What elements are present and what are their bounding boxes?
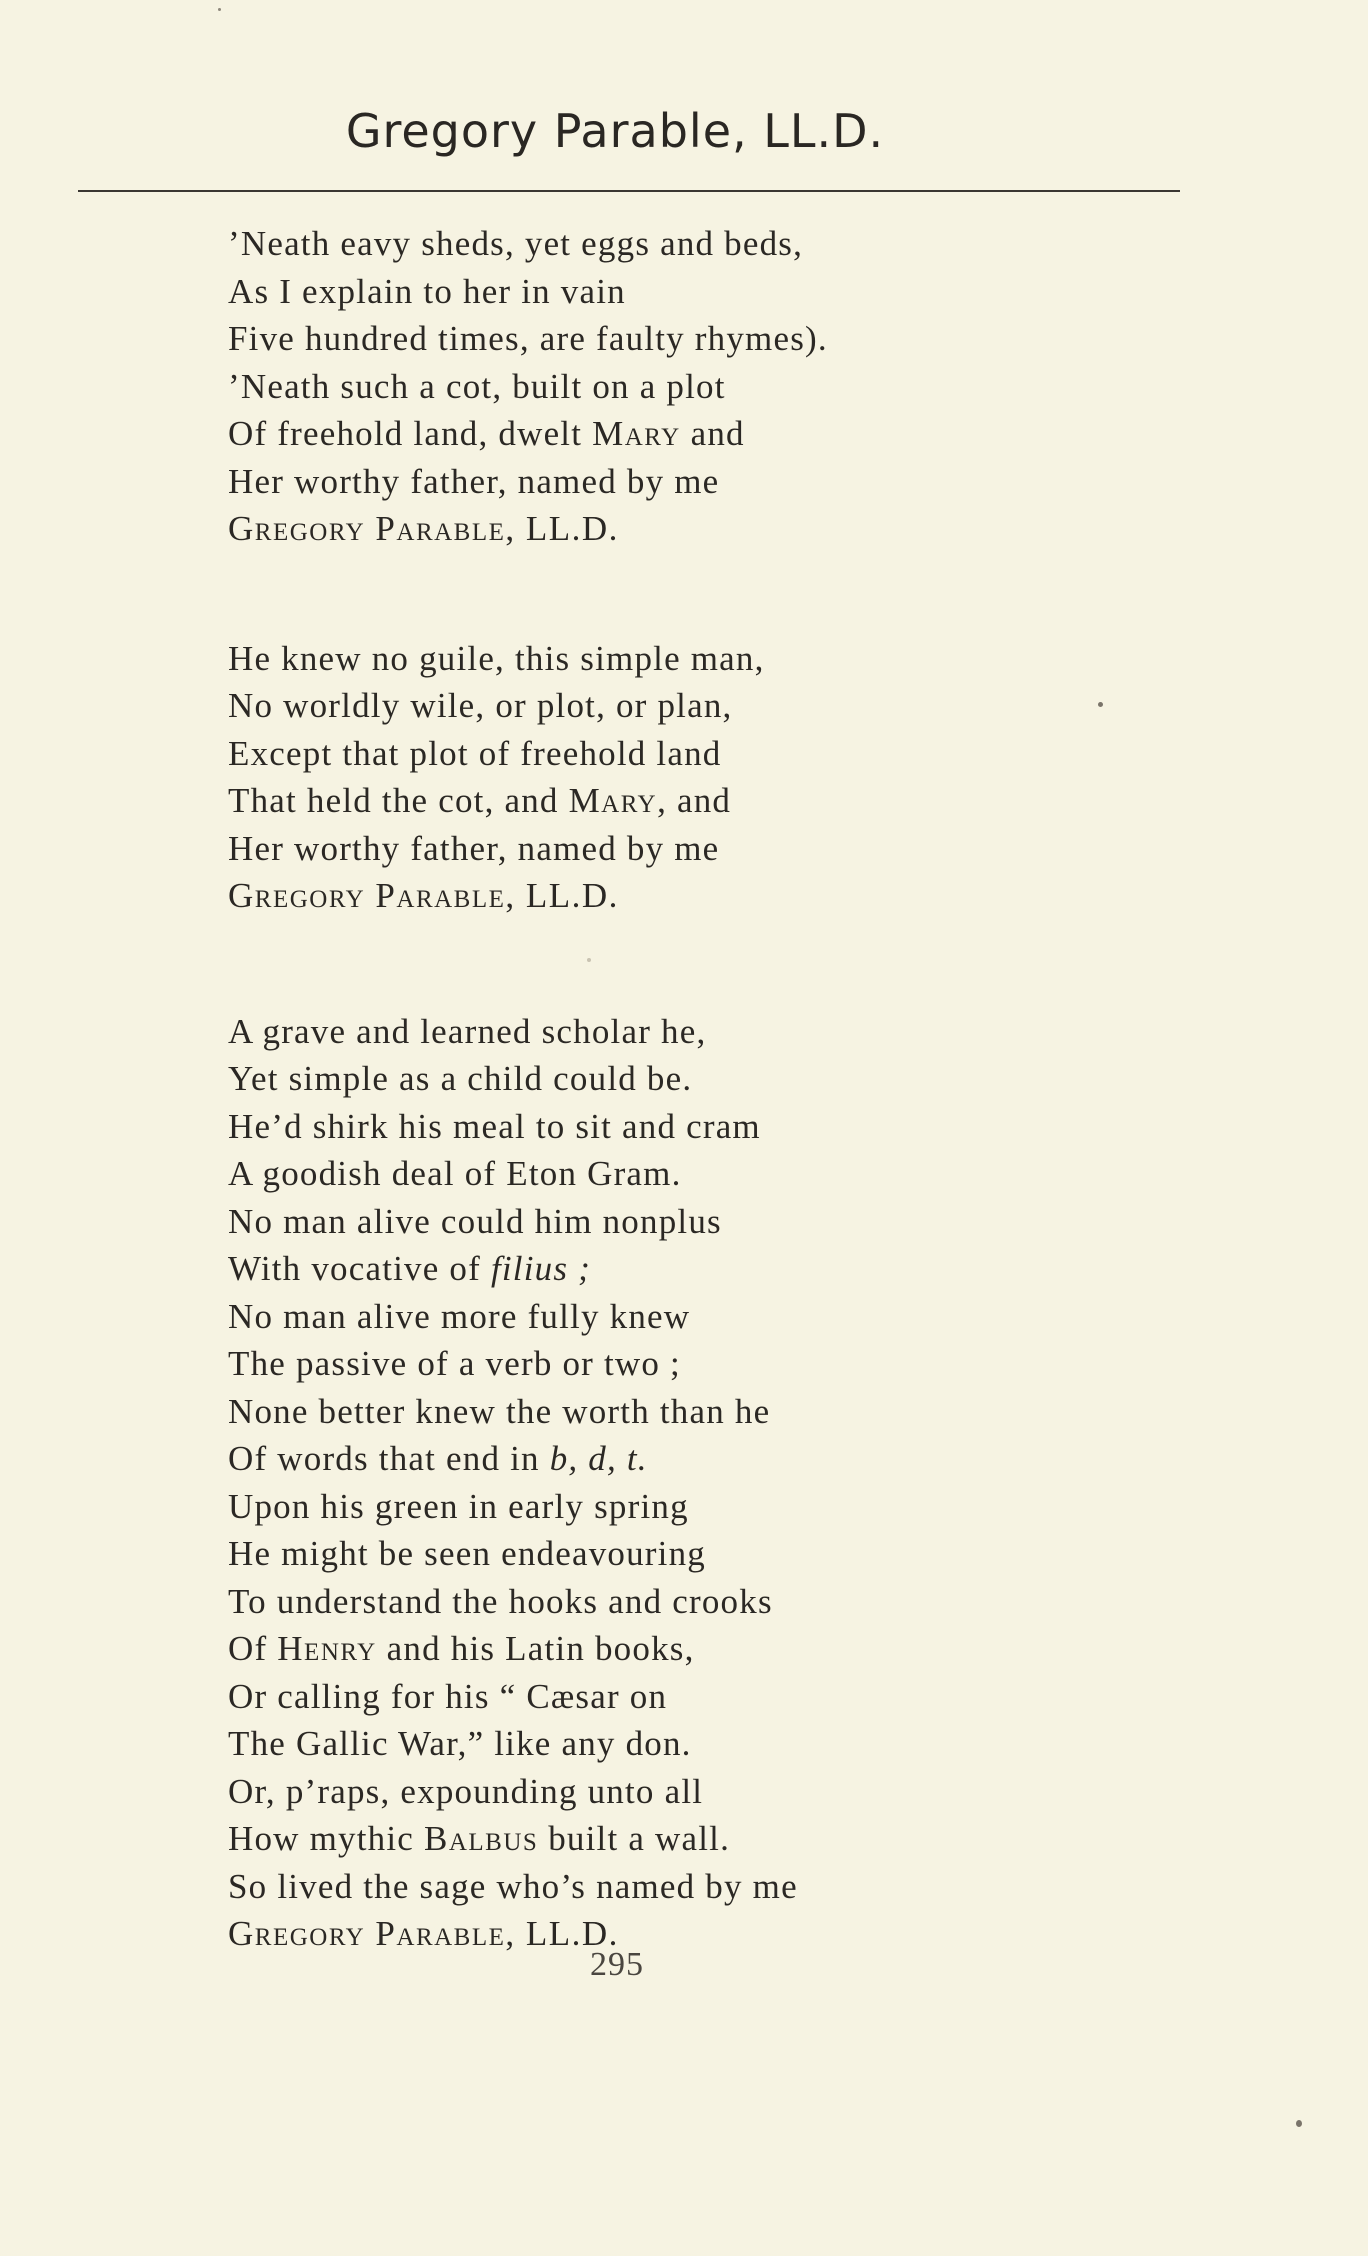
line-text: and [680, 414, 745, 453]
poem-line [228, 1435, 1048, 1483]
poem-line [228, 777, 1048, 825]
poem-line: To understand the hooks and crooks [228, 1581, 773, 1621]
poem-line: So lived the sage who’s named by me [228, 1866, 798, 1906]
poem-line: Except that plot of freehold land [228, 733, 722, 773]
poem-line: No man alive could him nonplus [228, 1201, 722, 1241]
poem-line: Her worthy father, named by me [228, 828, 720, 868]
line-text: built a wall. [538, 1819, 731, 1858]
poem-line: A goodish deal of Eton Gram. [228, 1154, 682, 1193]
stanza-2 [228, 635, 1048, 920]
italic-word: b, d, t. [549, 1439, 648, 1478]
poem-line: A grave and learned scholar he, [228, 1011, 707, 1051]
poem-line: The passive of a verb or two ; [228, 1344, 681, 1383]
running-head: Gregory Parable, LL.D. [345, 104, 885, 158]
line-text: and his Latin books, [376, 1629, 695, 1668]
poem-line: None better knew the worth than he [228, 1391, 771, 1431]
poem-line: Yet simple as a child could be. [228, 1059, 693, 1098]
poem-line: Or, p’raps, expounding unto all [228, 1771, 704, 1811]
line-text: Of [228, 1629, 278, 1668]
poem-line: Or calling for his “ Cæsar on [228, 1676, 668, 1716]
poem-line: He’d shirk his meal to sit and cram [228, 1106, 761, 1146]
line-text: How mythic [228, 1819, 424, 1858]
line-text: That held the cot, and [228, 781, 569, 820]
poem-line: ’Neath such a cot, built on a plot [228, 366, 726, 406]
name-small-caps: Balbus [423, 1819, 539, 1858]
poem-line: Upon his green in early spring [228, 1486, 689, 1526]
poem [228, 220, 1048, 1958]
stanza-3 [228, 1008, 1048, 1958]
poem-line: No man alive more fully knew [228, 1296, 691, 1336]
page-number: 295 [590, 1946, 644, 1983]
poem-line: Her worthy father, named by me [228, 461, 720, 501]
poem-line [228, 1815, 1048, 1863]
line-text: , and [657, 781, 732, 820]
poem-line [228, 410, 1048, 458]
paper-speck [1098, 702, 1103, 707]
paper-speck [218, 8, 221, 11]
name-small-caps: Henry [277, 1629, 377, 1668]
line-text: Of freehold land, dwelt [228, 414, 593, 453]
name-small-caps: Mary [592, 414, 681, 453]
poem-line: Gregory Parable, LL.D. [228, 1914, 619, 1953]
line-text: With vocative of [228, 1249, 491, 1288]
poem-line [228, 1245, 1048, 1293]
poem-line: Gregory Parable, LL.D. [228, 509, 619, 548]
poem-line: No worldly wile, or plot, or plan, [228, 686, 733, 725]
poem-line [228, 1625, 1048, 1673]
poem-line: ’Neath eavy sheds, yet eggs and beds, [228, 224, 804, 263]
stanza-gap [228, 553, 1048, 635]
poem-line: As I explain to her in vain [228, 271, 626, 311]
poem-line: He might be seen endeavouring [228, 1534, 706, 1573]
italic-word: filius ; [490, 1249, 591, 1288]
name-small-caps: Mary [568, 781, 658, 820]
poem-line: Gregory Parable, LL.D. [228, 876, 619, 915]
line-text: Of words that end in [228, 1439, 550, 1478]
header-rule [78, 190, 1180, 192]
poem-line: He knew no guile, this simple man, [228, 638, 765, 678]
poem-line: Five hundred times, are faulty rhymes). [228, 319, 828, 358]
stanza-1 [228, 220, 1048, 553]
poem-line: The Gallic War,” like any don. [228, 1724, 692, 1763]
stanza-gap [228, 920, 1048, 1008]
paper-speck [1296, 2120, 1302, 2127]
paper-speck [587, 958, 591, 962]
